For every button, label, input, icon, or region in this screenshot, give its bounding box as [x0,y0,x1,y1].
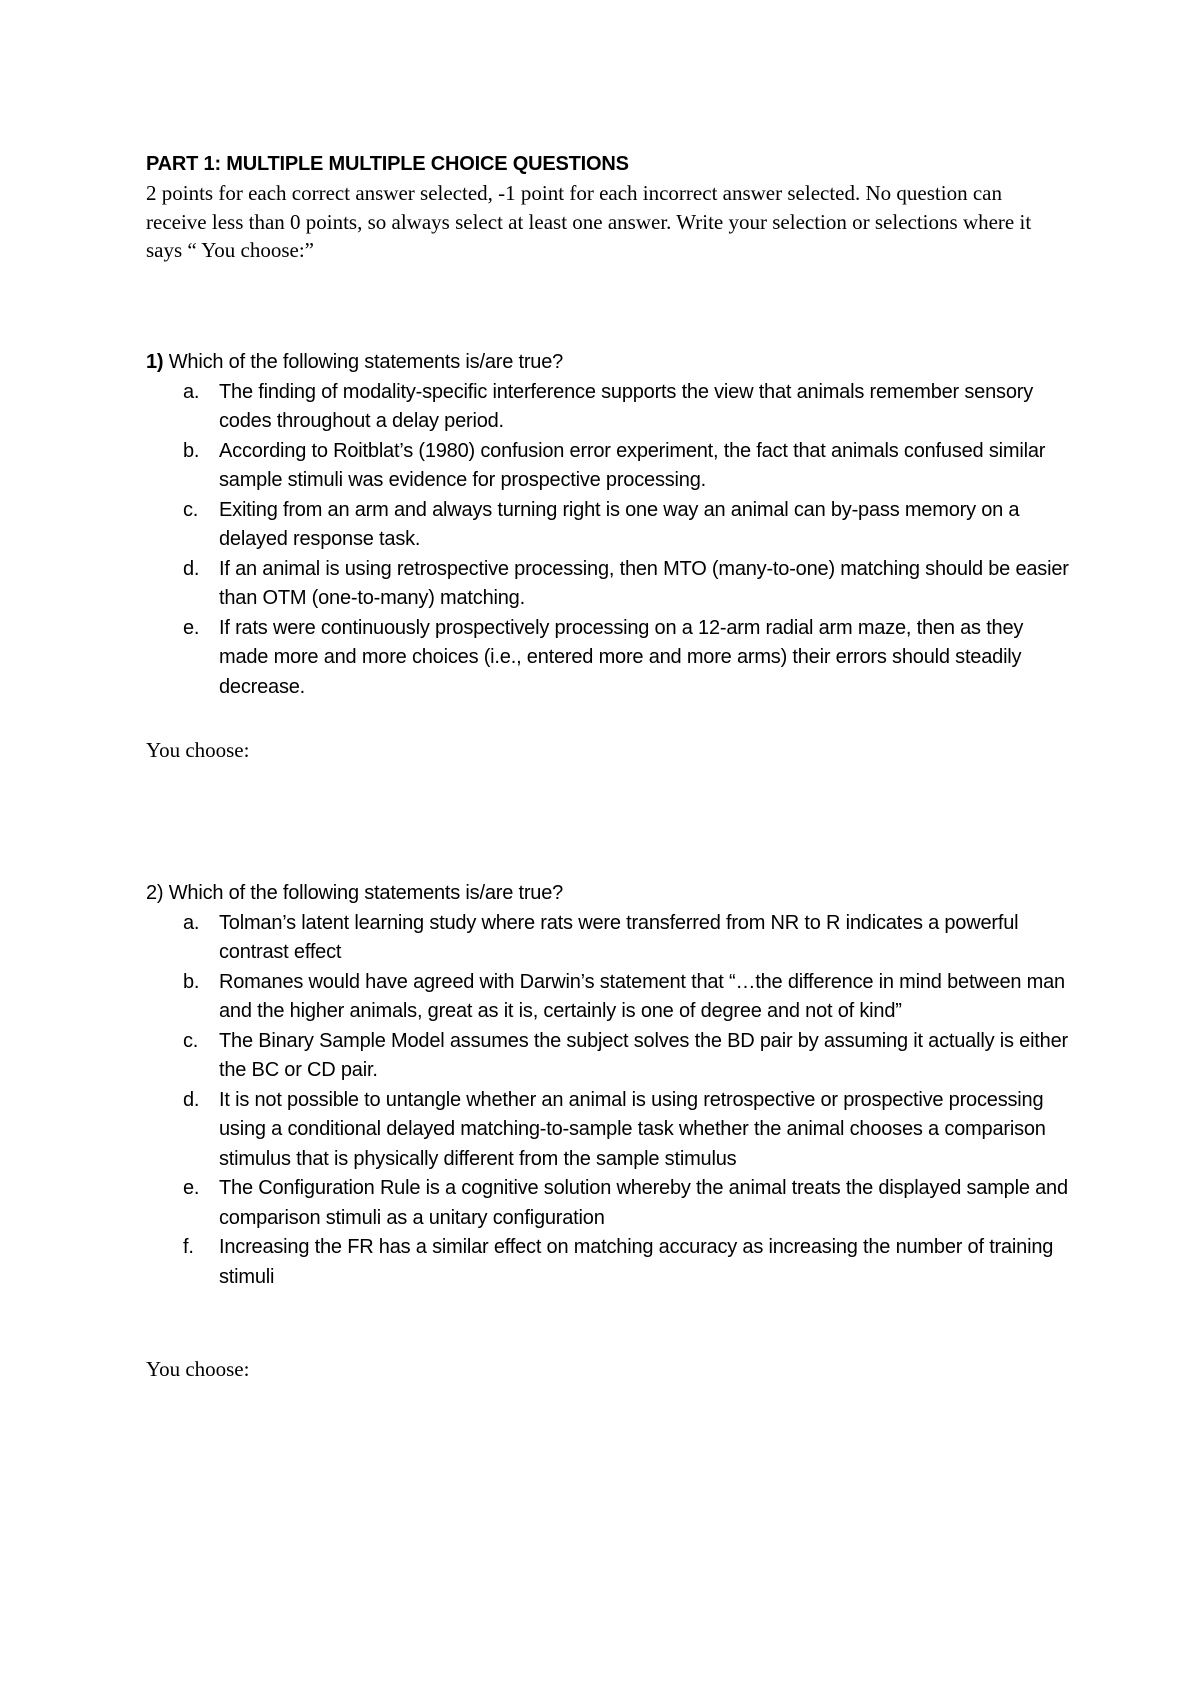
option-item [146,378,1076,437]
option-item [146,968,1076,1027]
option-letter: a. [183,380,200,403]
question-number: 1) [146,351,164,373]
question-2 [146,879,1076,1292]
option-item [146,614,1076,703]
option-item [146,1233,1076,1292]
option-item [146,496,1076,555]
option-text: Tolman’s latent learning study where rats were transferred from NR to R indicates a powerful contrast effect [219,911,1019,963]
option-text: The Configuration Rule is a cognitive solution whereby the animal treats the displayed sample and comparison stimuli as a unitary configuration [219,1177,1068,1229]
option-letter: e. [183,1177,200,1199]
option-letter: e. [183,616,200,639]
instructions-text: 2 points for each correct answer selected, -1 point for each incorrect answer selected. No question can receive less than 0 points, so always select at least one answer. Write your selection or selections where it says “ You choose:” [146,181,1032,262]
option-text: Increasing the FR has a similar effect on matching accuracy as increasing the number of training stimuli [219,1236,1054,1288]
option-letter: b. [183,970,200,993]
document-page [146,150,1076,1381]
question-text: Which of the following statements is/are true? [168,882,564,904]
option-letter: c. [183,1029,199,1052]
question-1-stem [146,348,1076,378]
option-text: Romanes would have agreed with Darwin’s statement that “…the difference in mind between man and the higher animals, great as it is, certainly is one of degree and not of kind” [219,970,1065,1022]
question-1-options [146,378,1076,703]
question-number: 2) [146,882,164,904]
option-letter: a. [183,911,200,934]
question-1 [146,348,1076,702]
question-2-stem [146,879,1076,909]
option-item [146,437,1076,496]
option-text: If an animal is using retrospective processing, then MTO (many-to-one) matching should be easier than OTM (one-to-many) matching. [219,557,1069,609]
option-item [146,1174,1076,1233]
option-text: It is not possible to untangle whether an animal is using retrospective or prospective processing using a conditional delayed matching-to-sample task whether the animal chooses a comparison stimulus that is physically different from the sample stimulus [219,1088,1046,1170]
question-2-options [146,909,1076,1293]
answer-prompt-2: You choose: [146,1357,250,1381]
option-item [146,1027,1076,1086]
answer-prompt-1: You choose: [146,738,250,762]
option-item [146,555,1076,614]
part-title: PART 1: MULTIPLE MULTIPLE CHOICE QUESTIONS [146,153,629,175]
option-text: If rats were continuously prospectively processing on a 12-arm radial arm maze, then as they made more and more choices (i.e., entered more and more arms) their errors should steadily decrease. [219,616,1024,698]
option-item [146,909,1076,968]
question-text: Which of the following statements is/are true? [168,351,564,373]
option-letter: f. [183,1236,194,1258]
option-item [146,1086,1076,1175]
option-letter: d. [183,557,200,580]
option-text: According to Roitblat’s (1980) confusion error experiment, the fact that animals confused similar sample stimuli was evidence for prospective processing. [219,439,1046,491]
option-text: The finding of modality-specific interference supports the view that animals remember sensory codes throughout a delay period. [219,380,1033,432]
option-text: Exiting from an arm and always turning right is one way an animal can by-pass memory on a delayed response task. [219,498,1020,550]
option-letter: d. [183,1088,200,1111]
option-letter: c. [183,498,199,521]
option-letter: b. [183,439,200,462]
option-text: The Binary Sample Model assumes the subject solves the BD pair by assuming it actually is either the BC or CD pair. [219,1029,1068,1081]
